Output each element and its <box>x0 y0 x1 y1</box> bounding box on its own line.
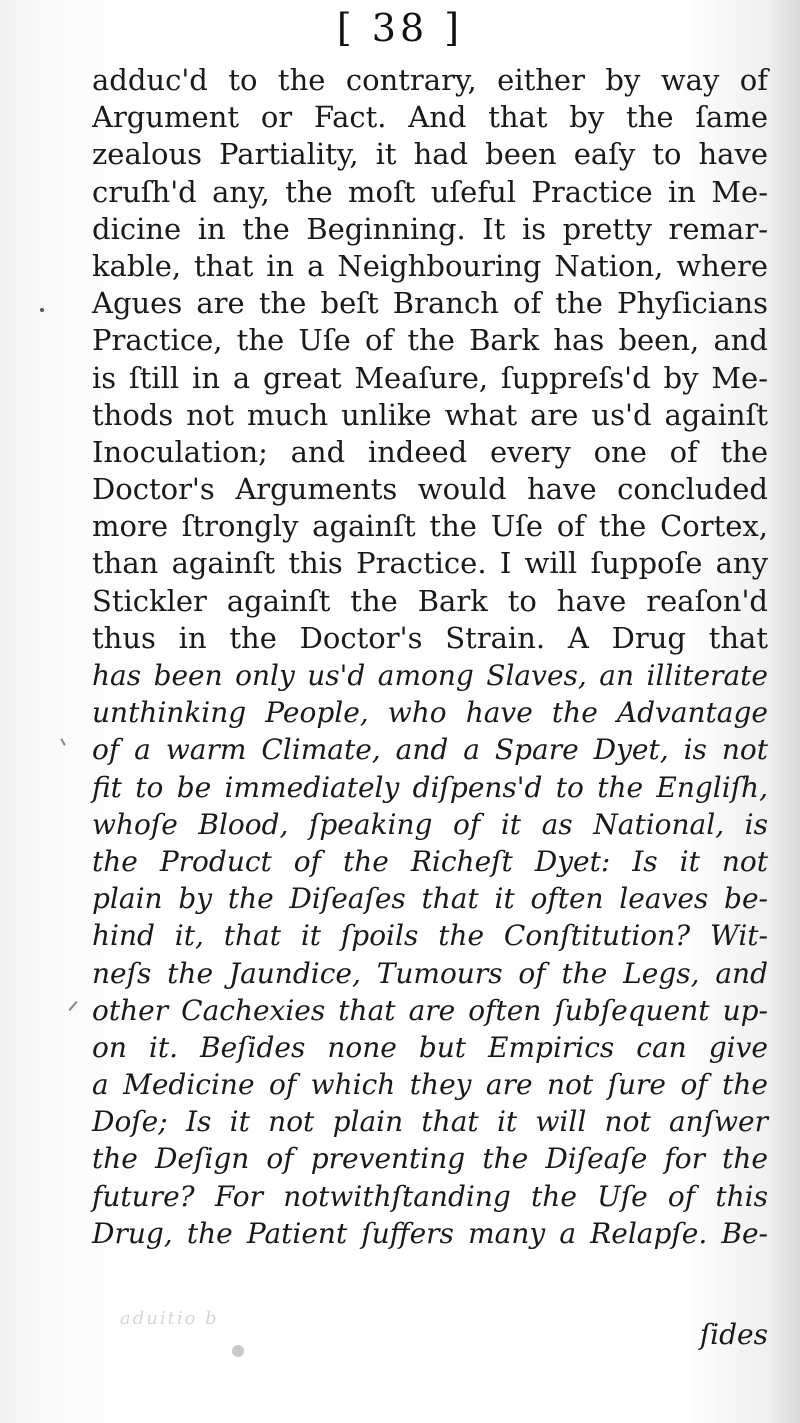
italic-text-line: has been only us'd among Slaves, an illiterate <box>92 659 768 692</box>
text-line: Stickler againſt the Bark to have reaſon'd <box>92 583 768 618</box>
text-line: zealous Partiality, it had been eaſy to have <box>92 137 768 172</box>
text-line: thus in the Doctor's Strain. A Drug that <box>92 620 768 655</box>
page-number: [ 38 ] <box>336 6 464 50</box>
italic-text-line: Doſe; Is it not plain that it will not anſwer <box>92 1105 768 1139</box>
text-line: more ſtrongly againſt the Uſe of the Cortex, <box>92 509 768 544</box>
margin-speck <box>68 1001 77 1011</box>
italic-text-line: hind it, that it ſpoils the Conſtitution? Wit- <box>92 919 768 953</box>
text-line: thods not much unlike what are us'd againſt <box>92 397 768 432</box>
italic-text-line: other Cachexies that are often ſubſequent up- <box>92 993 768 1027</box>
text-line: adduc'd to the contrary, either by way of <box>92 63 768 97</box>
italic-text-line: plain by the Diſeaſes that it often leaves be- <box>92 882 768 916</box>
margin-speck <box>60 738 66 746</box>
text-line: than againſt this Practice. I will ſuppoſe any <box>92 546 768 581</box>
italic-text-line: whoſe Blood, ſpeaking of it as National, is <box>92 807 768 841</box>
italic-text-line: the Product of the Richeſt Dyet: Is it not <box>92 844 768 878</box>
italic-text-line: on it. Beſides none but Empirics can give <box>92 1030 768 1064</box>
text-line: Doctor's Arguments would have concluded <box>92 472 768 507</box>
italic-text-line: a Medicine of which they are not ſure of the <box>92 1068 768 1102</box>
text-line: cruſh'd any, the moſt uſeful Practice in Me- <box>92 174 768 209</box>
bleed-through-text: aduitio b <box>120 1308 219 1329</box>
ink-spot <box>232 1345 244 1357</box>
margin-speck <box>40 308 44 312</box>
text-line: is ſtill in a great Meaſure, ſuppreſs'd by Me- <box>92 360 768 395</box>
body-text <box>92 62 768 1252</box>
text-line: Argument or Fact. And that by the ſame <box>92 100 768 135</box>
italic-text-line: future? For notwithſtanding the Uſe of this <box>92 1179 768 1213</box>
italic-text-line: unthinking People, who have the Advantage <box>92 696 768 730</box>
italic-text-line: the Deſign of preventing the Diſeaſe for the <box>92 1142 768 1176</box>
italic-text-line: fit to be immediately diſpens'd to the Engliſh, <box>92 770 768 804</box>
italic-text-line: of a warm Climate, and a Spare Dyet, is not <box>92 733 768 767</box>
text-line: Inoculation; and indeed every one of the <box>92 434 768 469</box>
italic-text-line: Drug, the Patient ſuffers many a Relapſe. Be- <box>92 1216 768 1250</box>
italic-text-line: neſs the Jaundice, Tumours of the Legs, and <box>92 956 768 990</box>
text-line: dicine in the Beginning. It is pretty remar- <box>92 211 768 246</box>
text-line: Agues are the beſt Branch of the Phyſicians <box>92 286 768 321</box>
text-line: Practice, the Uſe of the Bark has been, and <box>92 323 768 358</box>
catchword: ſides <box>699 1318 768 1351</box>
text-line: kable, that in a Neighbouring Nation, where <box>92 248 768 283</box>
